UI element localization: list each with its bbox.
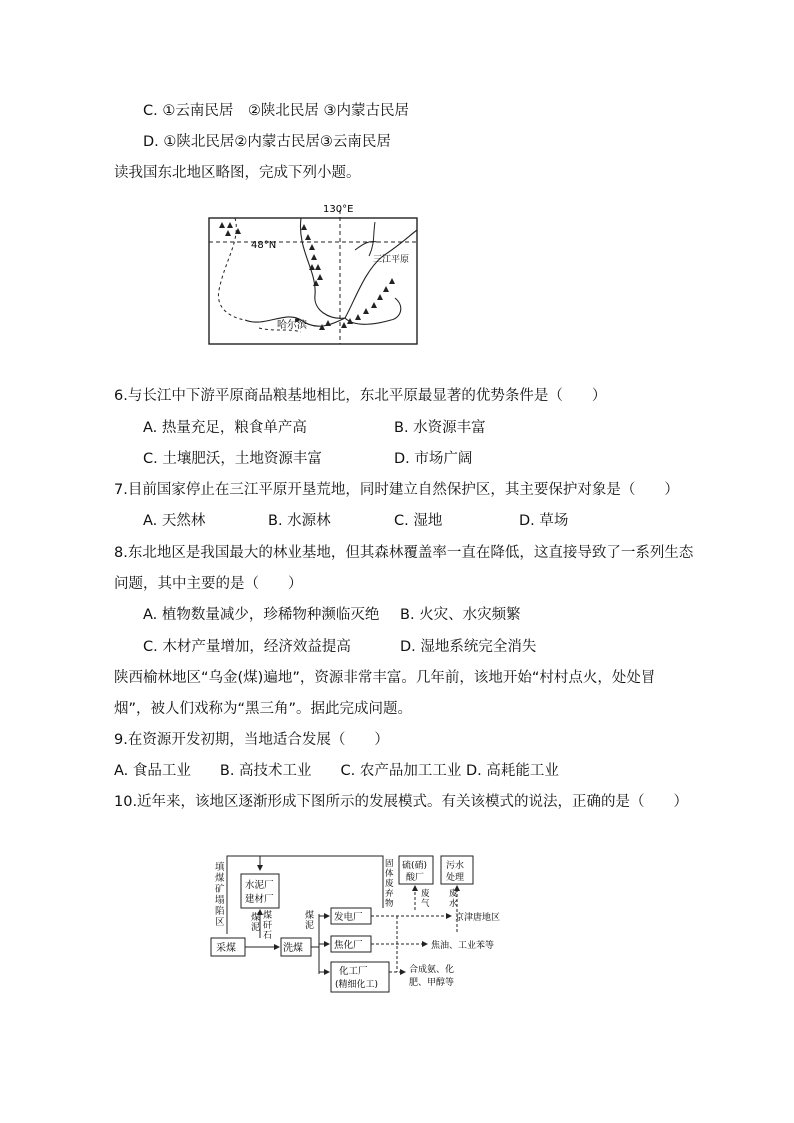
solid-waste-label: 固体废弃物 — [385, 859, 394, 909]
question-10: 10.近年来，该地区逐渐形成下图所示的发展模式。有关该模式的说法，正确的是（ ） — [114, 794, 689, 810]
coal-washing-box: 洗煤 — [283, 943, 303, 954]
q7-option-a: A. 天然林 — [143, 513, 206, 529]
passage-line1: 陕西榆林地区“乌金(煤)遍地”，资源非常丰富。几年前，该地开始“村村点火，处处冒 — [114, 670, 656, 686]
sewage-treatment-2: 处理 — [446, 873, 465, 883]
power-plant: 发电厂 — [334, 912, 363, 923]
coking-plant: 焦化厂 — [334, 940, 363, 951]
q9-options: A. 食品工业 B. 高技术工业 C. 农产品加工工业 D. 高耗能工业 — [114, 763, 559, 779]
harbin-label: 哈尔滨 — [277, 320, 307, 331]
question-6: 6.与长江中下游平原商品粮基地相比，东北平原最显著的优势条件是（ ） — [114, 388, 607, 404]
chemical-plant: 化工厂 — [339, 966, 368, 977]
slime-label: 煤泥 — [305, 911, 315, 931]
question-8-line2: 问题，其中主要的是（ ） — [114, 576, 303, 592]
fine-chemical: (精细化工) — [335, 980, 379, 990]
q6-option-b: B. 水资源丰富 — [394, 420, 486, 436]
output-jingjintang: 京津唐地区 — [455, 913, 501, 923]
northeast-china-map — [205, 200, 420, 350]
building-material-plant: 建材厂 — [245, 894, 274, 905]
gangue-label: 煤矸石 — [263, 911, 273, 941]
map-intro: 读我国东北地区略图，完成下列小题。 — [114, 165, 361, 181]
q7-option-b: B. 水源林 — [268, 513, 331, 529]
q6-option-c: C. 土壤肥沃，土地资源丰富 — [143, 451, 322, 467]
coal-industry-flow-diagram — [205, 848, 525, 998]
option-d-line: D. ①陕北民居②内蒙古民居③云南民居 — [143, 134, 391, 150]
latitude-label: 48°N — [251, 240, 277, 251]
q8-option-d: D. 湿地系统完全消失 — [400, 639, 537, 655]
output-tar-benzene: 焦油、工业苯等 — [431, 941, 495, 951]
sulfuric-acid-plant-2: 酸厂 — [406, 873, 425, 883]
question-7: 7.目前国家停止在三江平原开垦荒地，同时建立自然保护区，其主要保护对象是（ ） — [114, 482, 679, 498]
passage-line2: 烟”，被人们戏称为“黑三角”。据此完成问题。 — [114, 701, 413, 717]
question-9: 9.在资源开发初期，当地适合发展（ ） — [114, 732, 389, 748]
question-8-line1: 8.东北地区是我国最大的林业基地，但其森林覆盖率一直在降低，这直接导致了一系列生态 — [114, 545, 694, 561]
sulfuric-acid-plant-1: 硫(硝) — [402, 861, 428, 871]
fill-subsidence-label: 填煤矿塌陷区 — [215, 862, 225, 928]
q6-option-a: A. 热量充足，粮食单产高 — [143, 420, 307, 436]
slime-mud-left-label: 煤泥 — [251, 913, 261, 933]
waste-water-label: 废水 — [449, 889, 458, 909]
q7-option-c: C. 湿地 — [394, 513, 443, 529]
cement-plant: 水泥厂 — [245, 880, 274, 891]
q7-option-d: D. 草场 — [519, 513, 569, 529]
sewage-treatment-1: 污水 — [446, 861, 465, 871]
waste-gas-label: 废气 — [421, 889, 430, 909]
longitude-label: 130°E — [323, 204, 354, 215]
q8-option-c: C. 木材产量增加，经济效益提高 — [143, 639, 351, 655]
q8-option-b: B. 火灾、水灾频繁 — [400, 607, 521, 623]
option-c-line: C. ①云南民居 ②陕北民居 ③内蒙古民居 — [143, 103, 409, 119]
q8-option-a: A. 植物数量减少，珍稀物种濒临灭绝 — [143, 607, 380, 623]
q6-option-d: D. 市场广阔 — [394, 451, 473, 467]
sanjiang-plain-label: 三江平原 — [373, 255, 410, 265]
output-ammonia-2: 肥、甲醇等 — [409, 978, 455, 988]
coal-mining-box: 采煤 — [216, 943, 236, 954]
output-ammonia-1: 合成氨、化 — [409, 965, 455, 975]
